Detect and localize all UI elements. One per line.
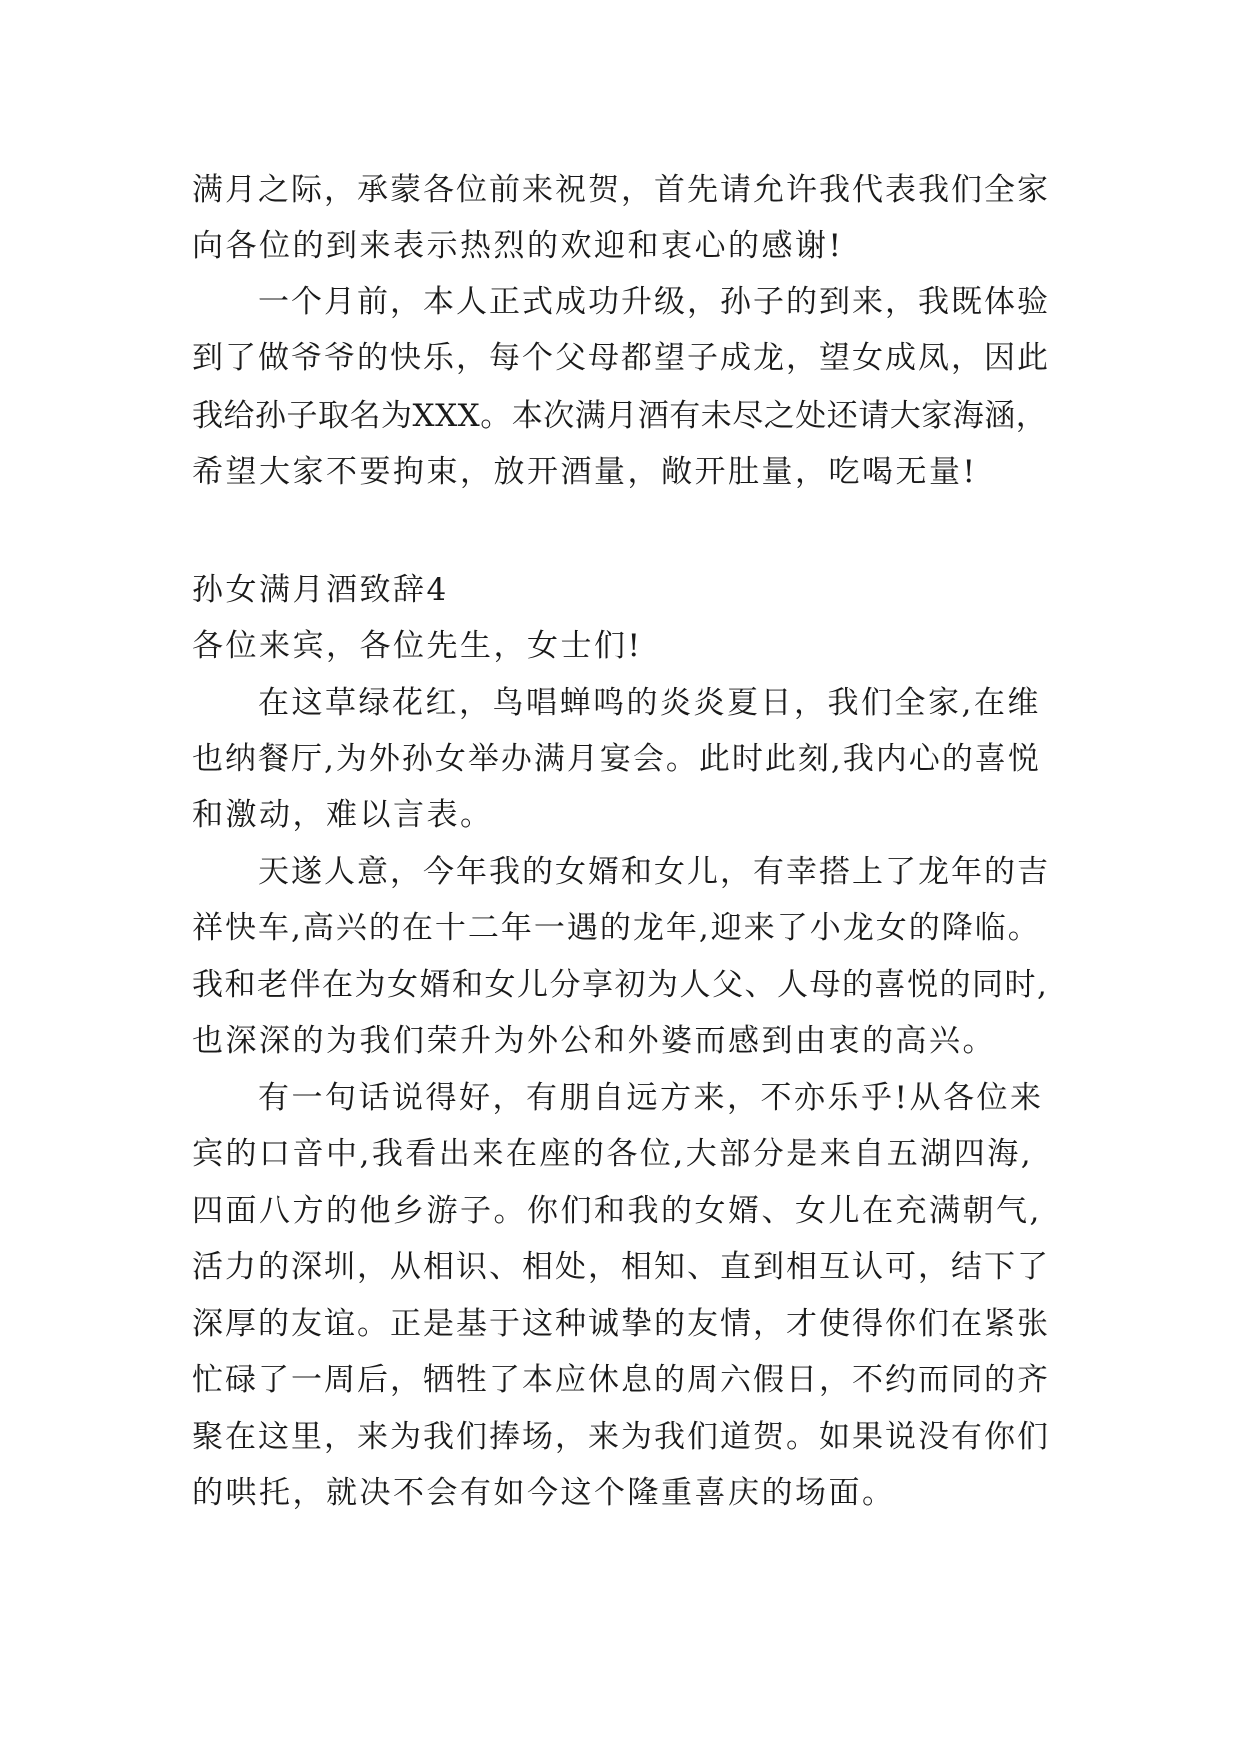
paragraph-line: 祥快车,高兴的在十二年一遇的龙年,迎来了小龙女的降临。 xyxy=(192,910,1041,946)
paragraph-line: 在这草绿花红，鸟唱蝉鸣的炎炎夏日，我们全家,在维 xyxy=(258,685,1041,721)
paragraph-line: 聚在这里，来为我们捧场，来为我们道贺。如果说没有你们 xyxy=(192,1419,1050,1455)
paragraph-line: 活力的深圳，从相识、相处，相知、直到相互认可，结下了 xyxy=(192,1249,1050,1285)
paragraph-line: 也深深的为我们荣升为外公和外婆而感到由衷的高兴。 xyxy=(192,1023,996,1059)
paragraph-line: 希望大家不要拘束，放开酒量，敞开肚量，吃喝无量! xyxy=(192,454,978,490)
paragraph-line: 我和老伴在为女婿和女儿分享初为人父、人母的喜悦的同时, xyxy=(192,967,1049,1003)
paragraph-line: 深厚的友谊。正是基于这种诚挚的友情，才使得你们在紧张 xyxy=(192,1306,1050,1342)
paragraph-line: 天遂人意，今年我的女婿和女儿，有幸搭上了龙年的吉 xyxy=(258,854,1050,890)
paragraph-line: 也纳餐厅,为外孙女举办满月宴会。此时此刻,我内心的喜悦 xyxy=(192,741,1041,777)
paragraph-line: 四面八方的他乡游子。你们和我的女婿、女儿在充满朝气, xyxy=(192,1193,1042,1229)
paragraph-line: 忙碌了一周后，牺牲了本应休息的周六假日，不约而同的齐 xyxy=(192,1362,1050,1398)
paragraph-line: 宾的口音中,我看出来在座的各位,大部分是来自五湖四海, xyxy=(192,1136,1034,1172)
paragraph-line: 有一句话说得好，有朋自远方来，不亦乐乎!从各位来 xyxy=(258,1080,1044,1116)
greeting-line: 各位来宾，各位先生，女士们! xyxy=(192,628,643,664)
paragraph-line: 满月之际，承蒙各位前来祝贺，首先请允许我代表我们全家 xyxy=(192,172,1050,208)
section-title: 孙女满月酒致辞4 xyxy=(192,572,449,608)
paragraph-line: 向各位的到来表示热烈的欢迎和衷心的感谢! xyxy=(192,228,844,264)
paragraph-line: 的哄托，就决不会有如今这个隆重喜庆的场面。 xyxy=(192,1475,896,1511)
paragraph-line: 到了做爷爷的快乐，每个父母都望子成龙，望女成凤，因此 xyxy=(192,340,1050,376)
paragraph-line: 我给孙子取名为XXX。本次满月酒有未尽之处还请大家海涵， xyxy=(192,398,1048,434)
paragraph-line: 和激动，难以言表。 xyxy=(192,797,494,833)
paragraph-line: 一个月前，本人正式成功升级，孙子的到来，我既体验 xyxy=(258,284,1050,320)
